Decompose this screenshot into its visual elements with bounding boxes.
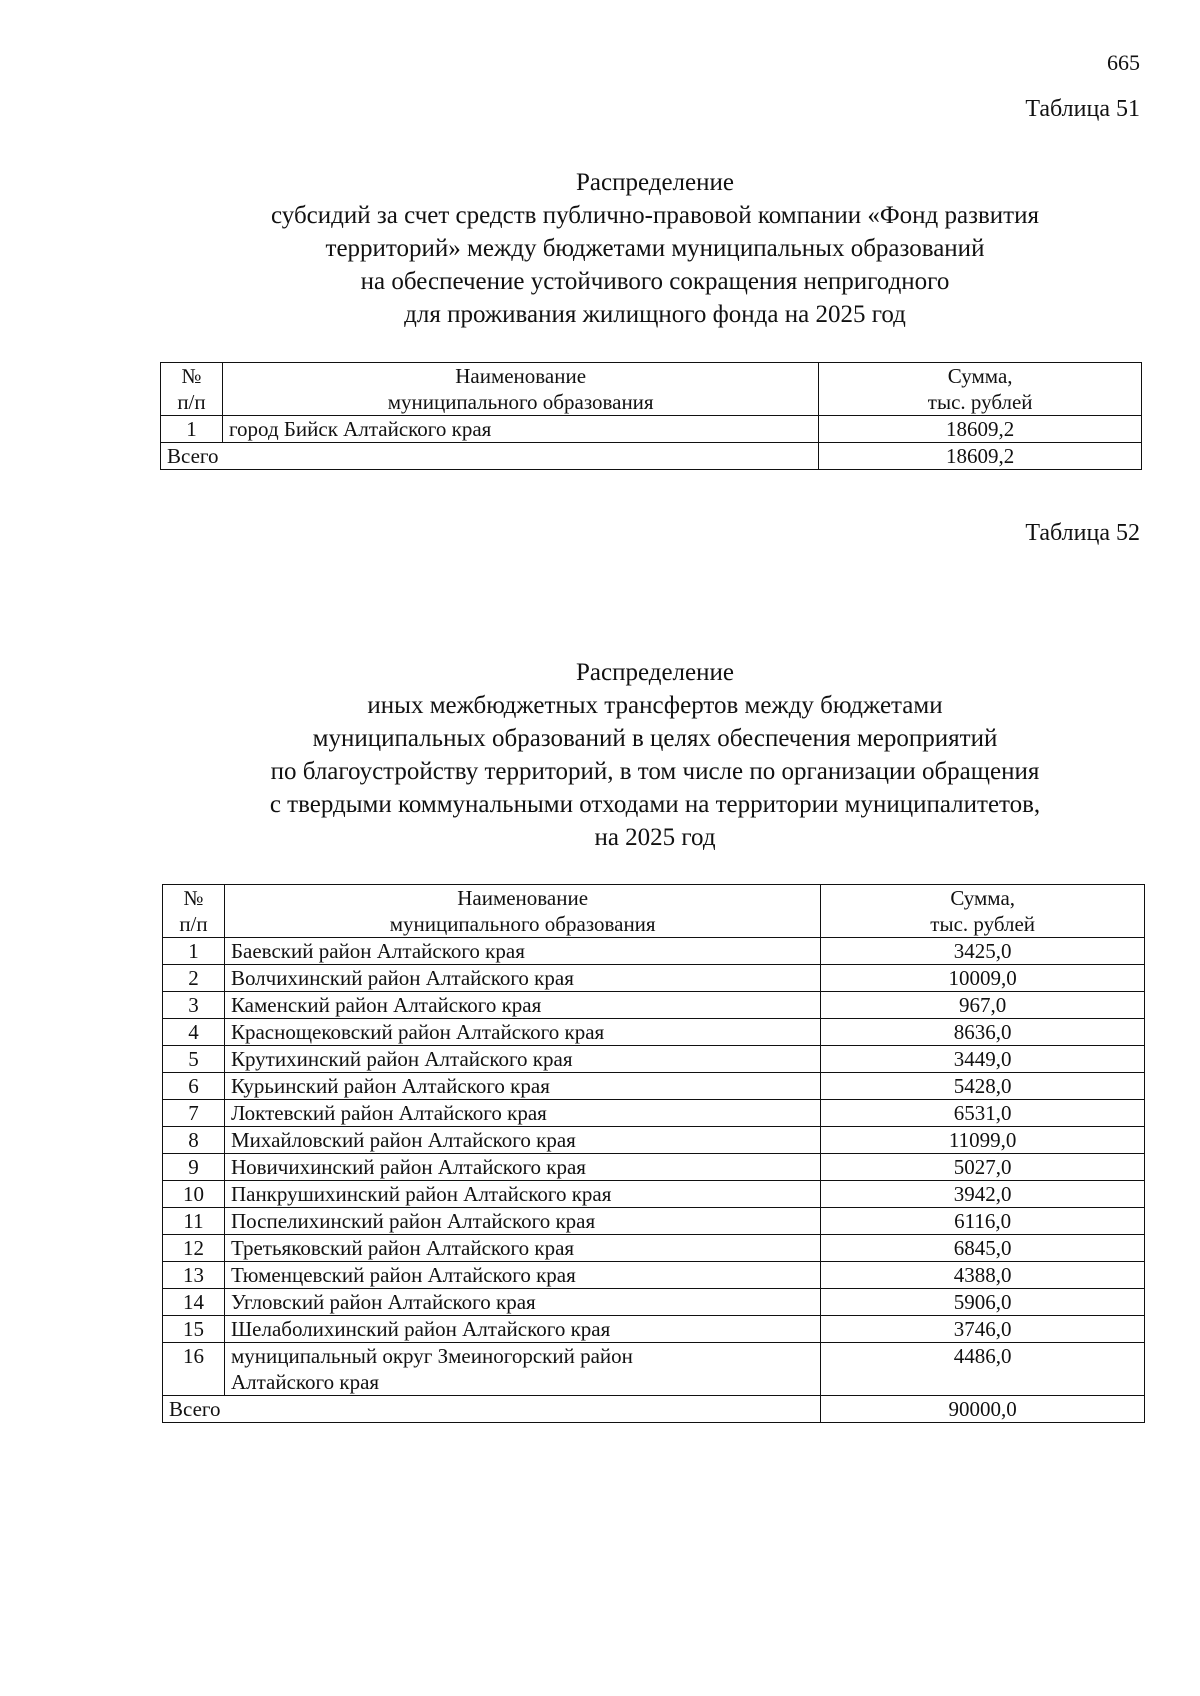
- table-row: [163, 1127, 1145, 1154]
- row-name: Михайловский район Алтайского края: [224, 1127, 820, 1154]
- row-name: Волчихинский район Алтайского края: [224, 965, 820, 992]
- row-num: 3: [163, 992, 225, 1019]
- page-number: 665: [1107, 50, 1140, 75]
- table-52: [162, 884, 1145, 1423]
- row-sum: 8636,0: [821, 1019, 1145, 1046]
- table-52-title-line: муниципальных образований в целях обеспечения мероприятий: [312, 725, 998, 752]
- row-sum: 3449,0: [821, 1046, 1145, 1073]
- total-row: [161, 443, 1142, 470]
- row-name: Новичихинский район Алтайского края: [224, 1154, 820, 1181]
- header-sum: Сумма, тыс. рублей: [819, 363, 1142, 416]
- table-51-title-line: на обеспечение устойчивого сокращения непригодного: [360, 268, 950, 295]
- row-name: Шелаболихинский район Алтайского края: [224, 1316, 820, 1343]
- table-52-label: Таблица 52: [1025, 520, 1140, 546]
- row-sum: 10009,0: [821, 965, 1145, 992]
- table-51-title-line: субсидий за счет средств публично-правовой компании «Фонд развития: [271, 202, 1039, 229]
- table-row: [163, 938, 1145, 965]
- row-num: 14: [163, 1289, 225, 1316]
- row-num: 13: [163, 1262, 225, 1289]
- row-sum: 5027,0: [821, 1154, 1145, 1181]
- table-52-title-line: по благоустройству территорий, в том числе по организации обращения: [270, 758, 1040, 785]
- table-row: [163, 1208, 1145, 1235]
- total-sum: 90000,0: [821, 1396, 1145, 1423]
- table-row: [163, 965, 1145, 992]
- row-num: 5: [163, 1046, 225, 1073]
- row-num: 7: [163, 1100, 225, 1127]
- table-51-title-line: Распределение: [576, 169, 734, 196]
- table-row: [163, 1262, 1145, 1289]
- header-name: Наименование муниципального образования: [224, 885, 820, 938]
- header-sum: Сумма, тыс. рублей: [821, 885, 1145, 938]
- total-row: [163, 1396, 1145, 1423]
- row-num: 4: [163, 1019, 225, 1046]
- row-name: город Бийск Алтайского края: [222, 416, 818, 443]
- row-num: 10: [163, 1181, 225, 1208]
- row-name: Курьинский район Алтайского края: [224, 1073, 820, 1100]
- row-name: муниципальный округ Змеиногорский район Алтайского края: [224, 1343, 820, 1396]
- table-52-title-line: с твердыми коммунальными отходами на территории муниципалитетов,: [269, 791, 1041, 818]
- row-num: 1: [161, 416, 223, 443]
- row-sum: 18609,2: [819, 416, 1142, 443]
- row-sum: 3425,0: [821, 938, 1145, 965]
- row-num: 8: [163, 1127, 225, 1154]
- total-label: Всего: [161, 443, 819, 470]
- row-name: Локтевский район Алтайского края: [224, 1100, 820, 1127]
- table-row: [163, 1100, 1145, 1127]
- row-num: 9: [163, 1154, 225, 1181]
- table-row: [161, 416, 1142, 443]
- table-51-title-line: территорий» между бюджетами муниципальных образований: [325, 235, 985, 262]
- table-row: [163, 1181, 1145, 1208]
- row-sum: 11099,0: [821, 1127, 1145, 1154]
- row-name: Каменский район Алтайского края: [224, 992, 820, 1019]
- table-row: [163, 1316, 1145, 1343]
- row-sum: 6531,0: [821, 1100, 1145, 1127]
- row-sum: 4388,0: [821, 1262, 1145, 1289]
- row-name: Поспелихинский район Алтайского края: [224, 1208, 820, 1235]
- table-52-title-line: иных межбюджетных трансфертов между бюджетами: [367, 692, 943, 719]
- row-name: Краснощековский район Алтайского края: [224, 1019, 820, 1046]
- row-num: 1: [163, 938, 225, 965]
- row-sum: 4486,0: [821, 1343, 1145, 1396]
- table-header-row: [161, 363, 1142, 416]
- table-51-label: Таблица 51: [1025, 96, 1140, 122]
- header-name: Наименование муниципального образования: [222, 363, 818, 416]
- row-num: 16: [163, 1343, 225, 1396]
- row-num: 6: [163, 1073, 225, 1100]
- row-sum: 5428,0: [821, 1073, 1145, 1100]
- row-sum: 3746,0: [821, 1316, 1145, 1343]
- row-num: 11: [163, 1208, 225, 1235]
- table-52-title-line: на 2025 год: [594, 824, 716, 851]
- table-52-heading: [160, 656, 1150, 854]
- total-sum: 18609,2: [819, 443, 1142, 470]
- table-row: [163, 1343, 1145, 1396]
- header-num: № п/п: [161, 363, 223, 416]
- table-row: [163, 1046, 1145, 1073]
- row-sum: 3942,0: [821, 1181, 1145, 1208]
- row-sum: 5906,0: [821, 1289, 1145, 1316]
- table-row: [163, 1289, 1145, 1316]
- table-row: [163, 1019, 1145, 1046]
- table-51-heading: [160, 166, 1150, 331]
- table-52-title-line: Распределение: [576, 659, 734, 686]
- row-num: 15: [163, 1316, 225, 1343]
- total-label: Всего: [163, 1396, 821, 1423]
- table-row: [163, 1235, 1145, 1262]
- row-sum: 967,0: [821, 992, 1145, 1019]
- table-row: [163, 1154, 1145, 1181]
- table-51: [160, 362, 1142, 470]
- row-sum: 6845,0: [821, 1235, 1145, 1262]
- header-num: № п/п: [163, 885, 225, 938]
- row-name: Тюменцевский район Алтайского края: [224, 1262, 820, 1289]
- row-name: Панкрушихинский район Алтайского края: [224, 1181, 820, 1208]
- row-sum: 6116,0: [821, 1208, 1145, 1235]
- table-row: [163, 1073, 1145, 1100]
- table-header-row: [163, 885, 1145, 938]
- row-name: Третьяковский район Алтайского края: [224, 1235, 820, 1262]
- row-num: 2: [163, 965, 225, 992]
- row-name: Баевский район Алтайского края: [224, 938, 820, 965]
- row-name: Угловский район Алтайского края: [224, 1289, 820, 1316]
- row-name: Крутихинский район Алтайского края: [224, 1046, 820, 1073]
- row-num: 12: [163, 1235, 225, 1262]
- table-row: [163, 992, 1145, 1019]
- table-51-title-line: для проживания жилищного фонда на 2025 год: [404, 301, 906, 328]
